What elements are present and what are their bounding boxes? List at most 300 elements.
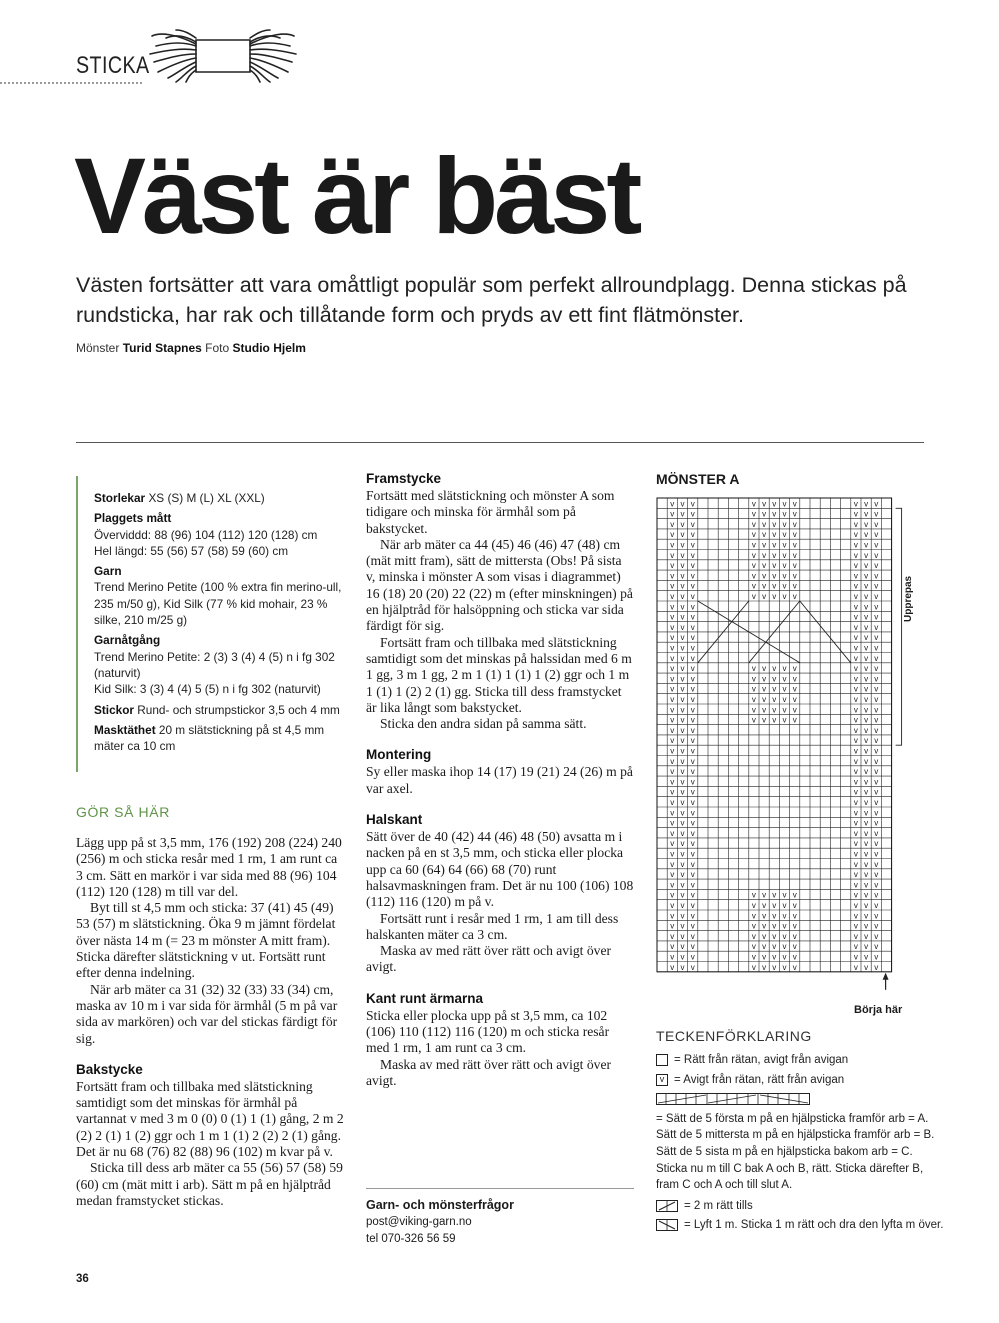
purl-stitch-mark: v — [690, 705, 695, 715]
pattern-chart — [656, 497, 906, 1002]
purl-stitch-mark: v — [772, 684, 777, 694]
purl-stitch-mark: v — [762, 705, 767, 715]
purl-stitch-mark: v — [864, 519, 869, 529]
purl-stitch-mark: v — [782, 519, 787, 529]
purl-stitch-mark: v — [874, 921, 879, 931]
front-p2: När arb mäter ca 44 (45) 46 (46) 47 (48) cm (mät mitt fram), sätt de mittersta (Obs! På sista v, minska i mönster A som visas i diagrammet) 16 (18) 20 (20) 22 (22) m (efter minskningen) på en hjälptråd för halsöppning och sticka var sida färdigt för sig. — [366, 536, 633, 634]
purl-stitch-mark: v — [874, 499, 879, 509]
purl-stitch-mark: v — [762, 550, 767, 560]
purl-stitch-mark: v — [690, 952, 695, 962]
purl-stitch-mark: v — [680, 571, 685, 581]
contact-divider — [366, 1188, 634, 1189]
purl-stitch-mark: v — [690, 849, 695, 859]
purl-stitch-mark: v — [864, 839, 869, 849]
purl-stitch-mark: v — [853, 540, 858, 550]
purl-stitch-mark: v — [874, 962, 879, 972]
purl-stitch-mark: v — [874, 550, 879, 560]
purl-stitch-mark: v — [762, 664, 767, 674]
purl-stitch-mark: v — [680, 839, 685, 849]
purl-stitch-mark: v — [782, 890, 787, 900]
purl-stitch-mark: v — [792, 592, 797, 601]
purl-stitch-mark: v — [874, 705, 879, 715]
purl-stitch-mark: v — [772, 550, 777, 560]
purl-stitch-mark: v — [864, 674, 869, 684]
purl-stitch-mark: v — [864, 653, 869, 663]
purl-stitch-mark: v — [762, 695, 767, 704]
purl-stitch-mark: v — [670, 787, 675, 797]
purl-stitch-mark: v — [772, 664, 777, 674]
section-label: STICKA — [76, 52, 150, 79]
purl-stitch-mark: v — [864, 643, 869, 653]
legend-k2tog-text: = 2 m rätt tills — [684, 1199, 753, 1212]
purl-stitch-mark: v — [690, 581, 695, 591]
purl-stitch-mark: v — [680, 592, 685, 601]
purl-stitch-mark: v — [690, 540, 695, 550]
purl-stitch-mark: v — [874, 540, 879, 550]
purl-stitch-mark: v — [864, 921, 869, 931]
purl-stitch-mark: v — [670, 499, 675, 509]
assembly-heading: Montering — [366, 747, 432, 763]
knit-symbol-icon — [656, 1054, 668, 1066]
article-title: Väst är bäst — [74, 135, 639, 256]
purl-stitch-mark: v — [751, 592, 756, 601]
purl-stitch-mark: v — [680, 849, 685, 859]
purl-stitch-mark: v — [690, 808, 695, 818]
purl-stitch-mark: v — [680, 540, 685, 550]
purl-stitch-mark: v — [792, 540, 797, 550]
needles-value: Rund- och strumpstickor 3,5 och 4 mm — [137, 702, 340, 717]
purl-stitch-mark: v — [670, 561, 675, 571]
purl-stitch-mark: v — [690, 684, 695, 694]
purl-stitch-mark: v — [690, 653, 695, 663]
purl-stitch-mark: v — [864, 808, 869, 818]
purl-stitch-mark: v — [792, 530, 797, 540]
purl-stitch-mark: v — [690, 942, 695, 952]
purl-stitch-mark: v — [864, 664, 869, 674]
purl-stitch-mark: v — [772, 530, 777, 540]
purl-stitch-mark: v — [874, 777, 879, 787]
purl-stitch-mark: v — [792, 890, 797, 900]
purl-stitch-mark: v — [782, 715, 787, 725]
purl-stitch-mark: v — [670, 581, 675, 591]
purl-stitch-mark: v — [792, 664, 797, 674]
purl-stitch-mark: v — [680, 499, 685, 509]
purl-stitch-mark: v — [782, 499, 787, 509]
purl-stitch-mark: v — [670, 592, 675, 601]
purl-stitch-mark: v — [864, 725, 869, 735]
purl-stitch-mark: v — [690, 622, 695, 632]
purl-stitch-mark: v — [690, 787, 695, 797]
contact-box — [366, 1197, 634, 1247]
back-p2: Sticka till dess arb mäter ca 55 (56) 57 (58) 59 (60) cm (mät mitt i arb). Sätt m på en hjälptråd medan framstycket stickas. — [76, 1160, 343, 1208]
purl-stitch-mark: v — [690, 746, 695, 756]
purl-stitch-mark: v — [853, 653, 858, 663]
purl-stitch-mark: v — [782, 962, 787, 972]
measures-width: Överviddd: 88 (96) 104 (112) 120 (128) cm — [94, 527, 318, 542]
purl-stitch-mark: v — [874, 530, 879, 540]
purl-stitch-mark: v — [680, 602, 685, 612]
purl-stitch-mark: v — [772, 674, 777, 684]
purl-stitch-mark: v — [853, 870, 858, 880]
purl-stitch-mark: v — [874, 746, 879, 756]
purl-stitch-mark: v — [874, 787, 879, 797]
purl-stitch-mark: v — [751, 942, 756, 952]
purl-stitch-mark: v — [690, 530, 695, 540]
purl-stitch-mark: v — [874, 561, 879, 571]
back-p1: Fortsätt fram och tillbaka med slätstickning samtidigt som det minskas för ärmhål på vartannat v med 3 m 0 (0) 0 (1) 1 (1) gång, 2 m 2 (2) 2 (1) 1 (2) ggr och 1 m 1 (1) 2 (2) 2 (1) gång. Det är nu 68 (76) 82 (88) 96 (102) m kvar på v. — [76, 1078, 344, 1160]
purl-stitch-mark: v — [751, 509, 756, 519]
purl-stitch-mark: v — [853, 519, 858, 529]
page-number: 36 — [76, 1273, 89, 1285]
header-dotted-rule — [0, 82, 142, 84]
purl-stitch-mark: v — [762, 540, 767, 550]
purl-stitch-mark: v — [853, 818, 858, 828]
sizes-value: XS (S) M (L) XL (XXL) — [148, 491, 265, 505]
purl-stitch-mark: v — [751, 921, 756, 931]
purl-stitch-mark: v — [864, 695, 869, 704]
purl-stitch-mark: v — [690, 519, 695, 529]
purl-stitch-mark: v — [751, 962, 756, 972]
purl-stitch-mark: v — [670, 540, 675, 550]
neck-p3: Maska av med rätt över rätt och avigt över avigt. — [366, 943, 612, 975]
purl-stitch-mark: v — [690, 633, 695, 643]
purl-stitch-mark: v — [670, 921, 675, 931]
purl-stitch-mark: v — [853, 725, 858, 735]
purl-stitch-mark: v — [670, 715, 675, 725]
purl-stitch-mark: v — [792, 684, 797, 694]
purl-stitch-mark: v — [690, 870, 695, 880]
purl-stitch-mark: v — [782, 921, 787, 931]
purl-stitch-mark: v — [864, 942, 869, 952]
purl-stitch-mark: v — [680, 767, 685, 777]
purl-stitch-mark: v — [864, 901, 869, 910]
purl-stitch-mark: v — [864, 767, 869, 777]
purl-stitch-mark: v — [680, 808, 685, 818]
purl-stitch-mark: v — [772, 540, 777, 550]
purl-stitch-mark: v — [874, 622, 879, 632]
purl-stitch-mark: v — [751, 664, 756, 674]
purl-stitch-mark: v — [792, 581, 797, 591]
purl-stitch-mark: v — [864, 705, 869, 715]
purl-stitch-mark: v — [853, 643, 858, 653]
purl-stitch-mark: v — [853, 633, 858, 643]
purl-stitch-mark: v — [853, 911, 858, 921]
purl-stitch-mark: v — [670, 612, 675, 622]
purl-stitch-mark: v — [792, 499, 797, 509]
front-p3: Fortsätt fram och tillbaka med slätstickning samtidigt som det minskas på halssidan med 6 m 1 gg, 3 m 1 gg, 2 m 1 (1) 1 (1) 1 (2) ggr och 1 m 1 (1) 1 (2) 2 (1) gg. Sticka till dess framstycket är lika långt som bakstycket. — [366, 634, 632, 715]
purl-stitch-mark: v — [864, 890, 869, 900]
purl-stitch-mark: v — [670, 901, 675, 910]
purl-stitch-mark: v — [792, 705, 797, 715]
purl-stitch-mark: v — [762, 499, 767, 509]
purl-stitch-mark: v — [690, 756, 695, 766]
front-p1: Fortsätt med slätstickning och mönster A som tidigare och minska för ärmhål som på bakstycket. — [366, 488, 615, 536]
purl-stitch-mark: v — [762, 592, 767, 601]
purl-stitch-mark: v — [751, 540, 756, 550]
front-heading: Framstycke — [366, 471, 442, 486]
purl-stitch-mark: v — [751, 952, 756, 962]
armhole-p2: Maska av med rätt över rätt och avigt över avigt. — [366, 1056, 612, 1088]
purl-stitch-mark: v — [680, 653, 685, 663]
purl-stitch-mark: v — [864, 931, 869, 941]
purl-stitch-mark: v — [853, 499, 858, 509]
neck-heading: Halskant — [366, 812, 423, 828]
purl-stitch-mark: v — [670, 911, 675, 921]
purl-stitch-mark: v — [864, 952, 869, 962]
purl-stitch-mark: v — [670, 828, 675, 838]
credits-photo-label: Foto — [205, 341, 230, 355]
purl-stitch-mark: v — [874, 653, 879, 663]
purl-stitch-mark: v — [782, 931, 787, 941]
purl-stitch-mark: v — [782, 592, 787, 601]
purl-stitch-mark: v — [792, 550, 797, 560]
purl-stitch-mark: v — [792, 509, 797, 519]
purl-stitch-mark: v — [751, 931, 756, 941]
purl-stitch-mark: v — [690, 777, 695, 787]
purl-stitch-mark: v — [874, 612, 879, 622]
instructions-column-2 — [366, 470, 634, 1089]
repeat-label: Upprepas — [903, 575, 914, 622]
purl-stitch-mark: v — [680, 561, 685, 571]
purl-stitch-mark: v — [670, 736, 675, 746]
purl-stitch-mark: v — [853, 705, 858, 715]
purl-stitch-mark: v — [782, 684, 787, 694]
purl-stitch-mark: v — [670, 725, 675, 735]
purl-stitch-mark: v — [680, 746, 685, 756]
purl-stitch-mark: v — [874, 901, 879, 910]
purl-stitch-mark: v — [864, 581, 869, 591]
purl-stitch-mark: v — [782, 952, 787, 962]
purl-stitch-mark: v — [680, 870, 685, 880]
purl-stitch-mark: v — [792, 571, 797, 581]
legend — [656, 1052, 946, 1237]
purl-stitch-mark: v — [782, 571, 787, 581]
purl-stitch-mark: v — [864, 571, 869, 581]
purl-stitch-mark: v — [751, 499, 756, 509]
purl-stitch-mark: v — [751, 901, 756, 910]
purl-stitch-mark: v — [690, 931, 695, 941]
purl-stitch-mark: v — [680, 705, 685, 715]
purl-stitch-mark: v — [751, 581, 756, 591]
purl-stitch-mark: v — [690, 561, 695, 571]
credits-pattern-label: Mönster — [76, 341, 120, 355]
purl-stitch-mark: v — [680, 859, 685, 869]
purl-stitch-mark: v — [782, 901, 787, 910]
needles-label: Stickor — [94, 702, 134, 717]
purl-stitch-mark: v — [874, 931, 879, 941]
skp-symbol-icon — [656, 1219, 678, 1231]
purl-stitch-mark: v — [772, 921, 777, 931]
purl-stitch-mark: v — [772, 962, 777, 972]
purl-stitch-mark: v — [680, 550, 685, 560]
purl-stitch-mark: v — [680, 931, 685, 941]
purl-stitch-mark: v — [772, 931, 777, 941]
instructions-p2: Byt till st 4,5 mm och sticka: 37 (41) 45 (49) 53 (57) m slätstickning. Öka 9 m jämnt fördelat över nästa 14 m (= 23 m mönster A mitt fram). Sticka därefter slätstickning v ut. Fortsätt runt efter denna indelning. — [76, 900, 336, 981]
purl-stitch-mark: v — [782, 705, 787, 715]
purl-stitch-mark: v — [680, 901, 685, 910]
instructions-heading: GÖR SÅ HÄR — [76, 804, 170, 820]
purl-stitch-mark: v — [690, 921, 695, 931]
yarn-skein-icon — [146, 28, 298, 84]
article-credits — [76, 341, 306, 355]
purl-stitch-mark: v — [680, 818, 685, 828]
purl-stitch-mark: v — [853, 808, 858, 818]
purl-stitch-mark: v — [874, 849, 879, 859]
purl-stitch-mark: v — [680, 633, 685, 643]
purl-stitch-mark: v — [762, 684, 767, 694]
yarn-value: Trend Merino Petite (100 % extra fin merino-ull, 235 m/50 g), Kid Silk (77 % kid mohair, 23 % silke, 210 m/25 g) — [94, 580, 342, 628]
purl-stitch-mark: v — [670, 643, 675, 653]
purl-stitch-mark: v — [864, 849, 869, 859]
purl-stitch-mark: v — [874, 767, 879, 777]
purl-stitch-mark: v — [670, 880, 675, 890]
purl-stitch-mark: v — [751, 911, 756, 921]
purl-stitch-mark: v — [680, 684, 685, 694]
purl-stitch-mark: v — [853, 581, 858, 591]
purl-stitch-mark: v — [853, 931, 858, 941]
purl-stitch-mark: v — [772, 901, 777, 910]
purl-stitch-mark: v — [751, 550, 756, 560]
purl-stitch-mark: v — [690, 890, 695, 900]
purl-stitch-mark: v — [690, 550, 695, 560]
purl-stitch-mark: v — [874, 859, 879, 869]
purl-stitch-mark: v — [853, 756, 858, 766]
purl-stitch-mark: v — [762, 962, 767, 972]
purl-stitch-mark: v — [853, 921, 858, 931]
purl-stitch-mark: v — [690, 571, 695, 581]
purl-stitch-mark: v — [690, 798, 695, 807]
purl-stitch-mark: v — [670, 550, 675, 560]
purl-stitch-mark: v — [792, 561, 797, 571]
purl-stitch-mark: v — [670, 705, 675, 715]
purl-stitch-mark: v — [864, 540, 869, 550]
article-lead: Västen fortsätter att vara omåttligt populär som perfekt allroundplagg. Denna stickas på rundsticka, har rak och tillåtande form och pryds av ett fint flätmönster. — [76, 273, 907, 327]
purl-stitch-mark: v — [782, 561, 787, 571]
purl-stitch-mark: v — [670, 756, 675, 766]
gauge-value: 20 m slätstickning på st 4,5 mm mäter ca 10 cm — [94, 722, 325, 754]
purl-stitch-mark: v — [690, 715, 695, 725]
purl-stitch-mark: v — [792, 921, 797, 931]
purl-stitch-mark: v — [853, 777, 858, 787]
purl-stitch-mark: v — [690, 612, 695, 622]
purl-stitch-mark: v — [762, 911, 767, 921]
purl-stitch-mark: v — [762, 715, 767, 725]
purl-stitch-mark: v — [670, 870, 675, 880]
purl-stitch-mark: v — [853, 767, 858, 777]
purl-stitch-mark: v — [782, 911, 787, 921]
purl-stitch-mark: v — [772, 561, 777, 571]
purl-stitch-mark: v — [874, 839, 879, 849]
purl-stitch-mark: v — [874, 942, 879, 952]
purl-stitch-mark: v — [864, 777, 869, 787]
front-p4: Sticka den andra sidan på samma sätt. — [380, 716, 587, 732]
purl-stitch-mark: v — [670, 777, 675, 787]
purl-stitch-mark: v — [690, 602, 695, 612]
purl-stitch-mark: v — [853, 952, 858, 962]
purl-stitch-mark: v — [864, 962, 869, 972]
purl-stitch-mark: v — [670, 571, 675, 581]
purl-stitch-mark: v — [864, 859, 869, 869]
purl-stitch-mark: v — [670, 695, 675, 704]
purl-stitch-mark: v — [680, 890, 685, 900]
purl-stitch-mark: v — [782, 509, 787, 519]
purl-stitch-mark: v — [690, 592, 695, 601]
purl-stitch-mark: v — [864, 592, 869, 601]
purl-stitch-mark: v — [670, 767, 675, 777]
purl-stitch-mark: v — [670, 952, 675, 962]
purl-stitch-mark: v — [874, 684, 879, 694]
purl-stitch-mark: v — [670, 674, 675, 684]
purl-stitch-mark: v — [670, 530, 675, 540]
purl-stitch-mark: v — [690, 767, 695, 777]
purl-stitch-mark: v — [772, 571, 777, 581]
purl-stitch-mark: v — [864, 756, 869, 766]
purl-stitch-mark: v — [751, 674, 756, 684]
contact-email[interactable]: post@viking-garn.no — [366, 1216, 472, 1229]
purl-stitch-mark: v — [874, 870, 879, 880]
purl-stitch-mark: v — [762, 942, 767, 952]
contact-phone: tel 070-326 56 59 — [366, 1232, 456, 1245]
purl-stitch-mark: v — [782, 942, 787, 952]
purl-stitch-mark: v — [864, 798, 869, 807]
purl-stitch-mark: v — [690, 911, 695, 921]
purl-stitch-mark: v — [762, 921, 767, 931]
purl-stitch-mark: v — [853, 828, 858, 838]
purl-stitch-mark: v — [670, 684, 675, 694]
purl-stitch-mark: v — [680, 952, 685, 962]
purl-stitch-mark: v — [762, 519, 767, 529]
purl-stitch-mark: v — [772, 519, 777, 529]
purl-stitch-mark: v — [874, 736, 879, 746]
gauge-label: Masktäthet — [94, 722, 156, 737]
purl-stitch-mark: v — [874, 643, 879, 653]
purl-stitch-mark: v — [864, 633, 869, 643]
purl-stitch-mark: v — [864, 870, 869, 880]
purl-stitch-mark: v — [690, 674, 695, 684]
purl-stitch-mark: v — [690, 859, 695, 869]
purl-stitch-mark: v — [680, 519, 685, 529]
purl-stitch-mark: v — [864, 880, 869, 890]
usage-label: Garnåtgång — [94, 633, 161, 648]
purl-stitch-mark: v — [690, 643, 695, 653]
purl-stitch-mark: v — [874, 952, 879, 962]
purl-stitch-mark: v — [751, 519, 756, 529]
purl-stitch-mark: v — [864, 499, 869, 509]
purl-stitch-mark: v — [670, 633, 675, 643]
purl-stitch-mark: v — [864, 530, 869, 540]
purl-stitch-mark: v — [751, 890, 756, 900]
purl-stitch-mark: v — [680, 664, 685, 674]
purl-stitch-mark: v — [772, 911, 777, 921]
purl-stitch-mark: v — [670, 859, 675, 869]
purl-stitch-mark: v — [670, 931, 675, 941]
purl-stitch-mark: v — [782, 581, 787, 591]
purl-stitch-mark: v — [853, 859, 858, 869]
purl-stitch-mark: v — [762, 931, 767, 941]
purl-stitch-mark: v — [680, 530, 685, 540]
armhole-heading: Kant runt ärmarna — [366, 990, 484, 1006]
purl-stitch-mark: v — [853, 695, 858, 704]
purl-stitch-mark: v — [864, 787, 869, 797]
purl-stitch-mark: v — [751, 561, 756, 571]
purl-stitch-mark: v — [853, 880, 858, 890]
purl-stitch-mark: v — [670, 818, 675, 828]
purl-stitch-mark: v — [853, 942, 858, 952]
purl-stitch-mark: v — [762, 571, 767, 581]
purl-stitch-mark: v — [864, 818, 869, 828]
purl-stitch-mark: v — [680, 581, 685, 591]
legend-knit — [656, 1052, 946, 1069]
